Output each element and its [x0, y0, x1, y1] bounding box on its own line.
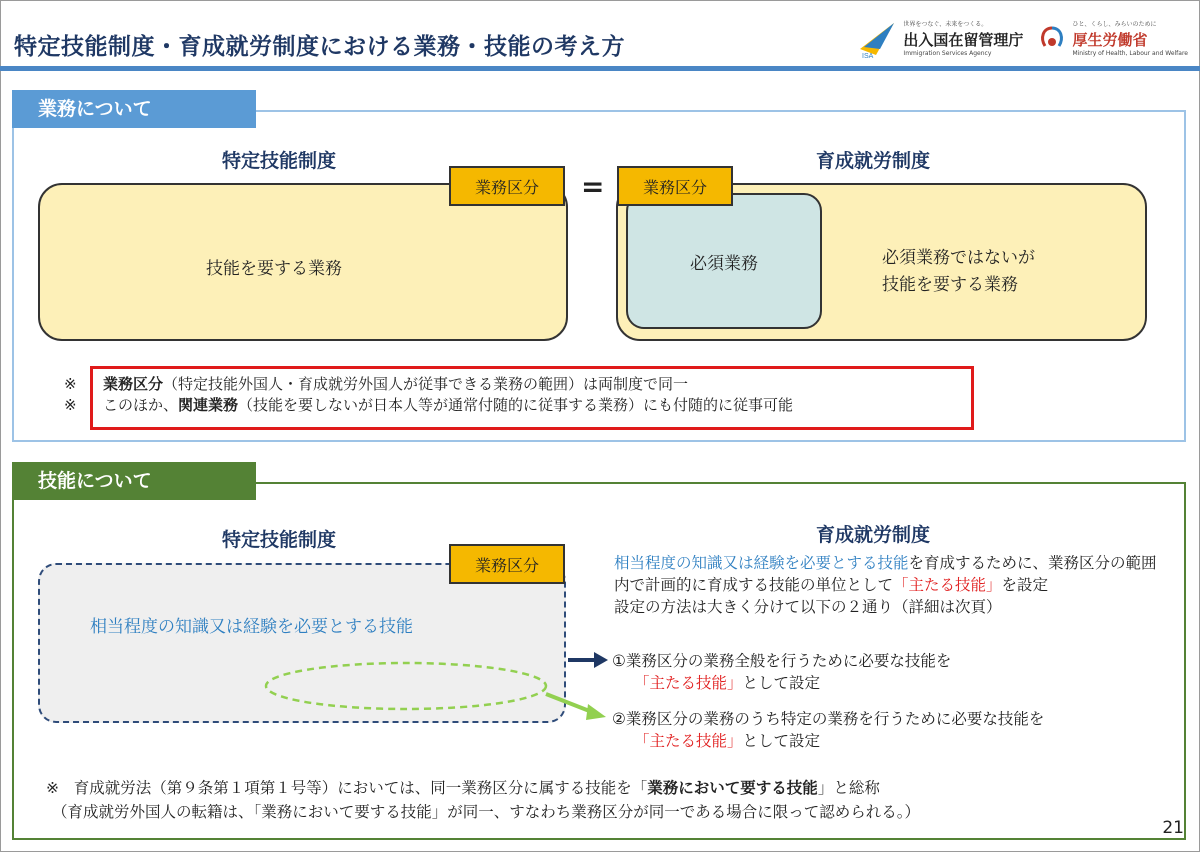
- mhlw-english: Ministry of Health, Labour and Welfare: [1072, 49, 1188, 57]
- arrow-head-item2: [586, 704, 606, 720]
- business-right-heading: 育成就労制度: [816, 150, 931, 172]
- business-note-1: 業務区分（特定技能外国人・育成就労外国人が従事できる業務の範囲）は両制度で同一: [103, 375, 689, 393]
- arrow-head-item1: [594, 652, 608, 668]
- section-business-tab: 業務について: [12, 90, 256, 128]
- skill-left-heading: 特定技能制度: [222, 529, 337, 551]
- skill-requirement-text: 相当程度の知識又は経験を必要とする技能: [90, 617, 413, 637]
- ikusei-skill-description: 相当程度の知識又は経験を必要とする技能を育成するために、業務区分の範囲内で計画的に育成する技能の単位として「主たる技能」を設定 設定の方法は大きく分けて以下の２通り（詳細は次頁）: [614, 554, 1157, 616]
- footnote-line-1: ※ 育成就労法（第９条第１項第１号等）においては、同一業務区分に属する技能を「業務において要する技能」と総称: [46, 779, 880, 797]
- isa-english: Immigration Services Agency: [903, 49, 992, 57]
- non-essential-business-line2: 技能を要する業務: [882, 275, 1018, 295]
- svg-text:ISA: ISA: [862, 53, 874, 59]
- page-title: 特定技能制度・育成就労制度における業務・技能の考え方: [14, 34, 625, 60]
- arrow-to-item2: [546, 694, 592, 712]
- mhlw-name: 厚生労働省: [1072, 30, 1148, 49]
- partial-skill-ellipse: [266, 663, 546, 709]
- note-mark-2: ※: [64, 396, 77, 414]
- section-skill-tab: 技能について: [12, 462, 256, 500]
- business-left-heading: 特定技能制度: [222, 150, 337, 172]
- skill-option-1: ①業務区分の業務全般を行うために必要な技能を 「主たる技能」として設定: [612, 652, 952, 692]
- page-number: 21: [1162, 818, 1184, 838]
- business-category-tag-left: 業務区分: [449, 166, 565, 206]
- business-note-2: このほか、関連業務（技能を要しないが日本人等が通常付随的に従事する業務）にも付随的に従事可能: [103, 396, 794, 414]
- equal-sign: =: [581, 170, 605, 203]
- tokutei-business-text: 技能を要する業務: [206, 259, 342, 279]
- skill-option-2: ②業務区分の業務のうち特定の業務を行うために必要な技能を 「主たる技能」として設定: [612, 710, 1045, 750]
- skill-right-heading: 育成就労制度: [816, 524, 931, 546]
- mhlw-tagline: ひと、くらし、みらいのために: [1072, 20, 1157, 28]
- non-essential-business-line1: 必須業務ではないが: [882, 248, 1035, 268]
- skill-business-category-tag: 業務区分: [449, 544, 565, 584]
- isa-tagline: 世界をつなぐ、未来をつくる。: [903, 20, 988, 28]
- note-mark-1: ※: [64, 375, 77, 393]
- business-category-tag-right: 業務区分: [617, 166, 733, 206]
- footnote-line-2: （育成就労外国人の転籍は、「業務において要する技能」が同一、すなわち業務区分が同一である場合に限って認められる。）: [52, 803, 921, 821]
- isa-name: 出入国在留管理庁: [903, 30, 1024, 49]
- essential-business-box: 必須業務: [626, 193, 822, 329]
